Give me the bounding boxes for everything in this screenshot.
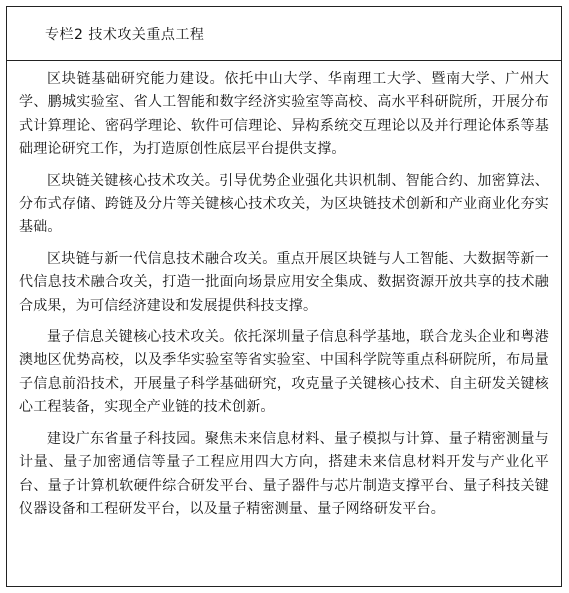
paragraph-blockchain-basic-research: 区块链基础研究能力建设。依托中山大学、华南理工大学、暨南大学、广州大学、鹏城实验室、省人工智能和数字经济实验室等高校、高水平科研院所，开展分布式计算理论、密码学理论、软件可信理论、异构系统交互理论以及并行理论体系等基础理论研究工作，为打造原创性底层平台提供支撑。: [19, 71, 549, 158]
box-header-row: [7, 7, 561, 61]
box-title: 专栏2 技术攻关重点工程: [45, 26, 205, 43]
paragraph-quantum-tech-park: 建设广东省量子科技园。聚焦未来信息材料、量子模拟与计算、量子精密测量与计量、量子加密通信等量子工程应用四大方向，搭建未来信息材料开发与产业化平台、量子计算机软硬件综合研发平台、量子器件与芯片制造支撑平台、量子科技关键仪器设备和工程研发平台，以及量子精密测量、量子网络研发平台。: [19, 430, 549, 517]
paragraph-quantum-core-tech: 量子信息关键核心技术攻关。依托深圳量子信息科学基地，联合龙头企业和粤港澳地区优势高校，以及季华实验室等省实验室、中国科学院等重点科研院所，布局量子信息前沿技术，开展量子科学基础研究，攻克量子关键核心技术、自主研发关键核心工程装备，实现全产业链的技术创新。: [19, 329, 549, 416]
feature-box-table: [6, 6, 562, 587]
box-body-cell: [7, 61, 561, 521]
paragraph-blockchain-it-fusion: 区块链与新一代信息技术融合攻关。重点开展区块链与人工智能、大数据等新一代信息技术融合攻关，打造一批面向场景应用安全集成、数据资源开放共享的技术融合成果，为可信经济建设和发展提供科技支撑。: [19, 250, 549, 314]
paragraph-blockchain-core-tech: 区块链关键核心技术攻关。引导优势企业强化共识机制、智能合约、加密算法、分布式存储、跨链及分片等关键核心技术攻关，为区块链技术创新和产业商业化夯实基础。: [19, 172, 549, 236]
